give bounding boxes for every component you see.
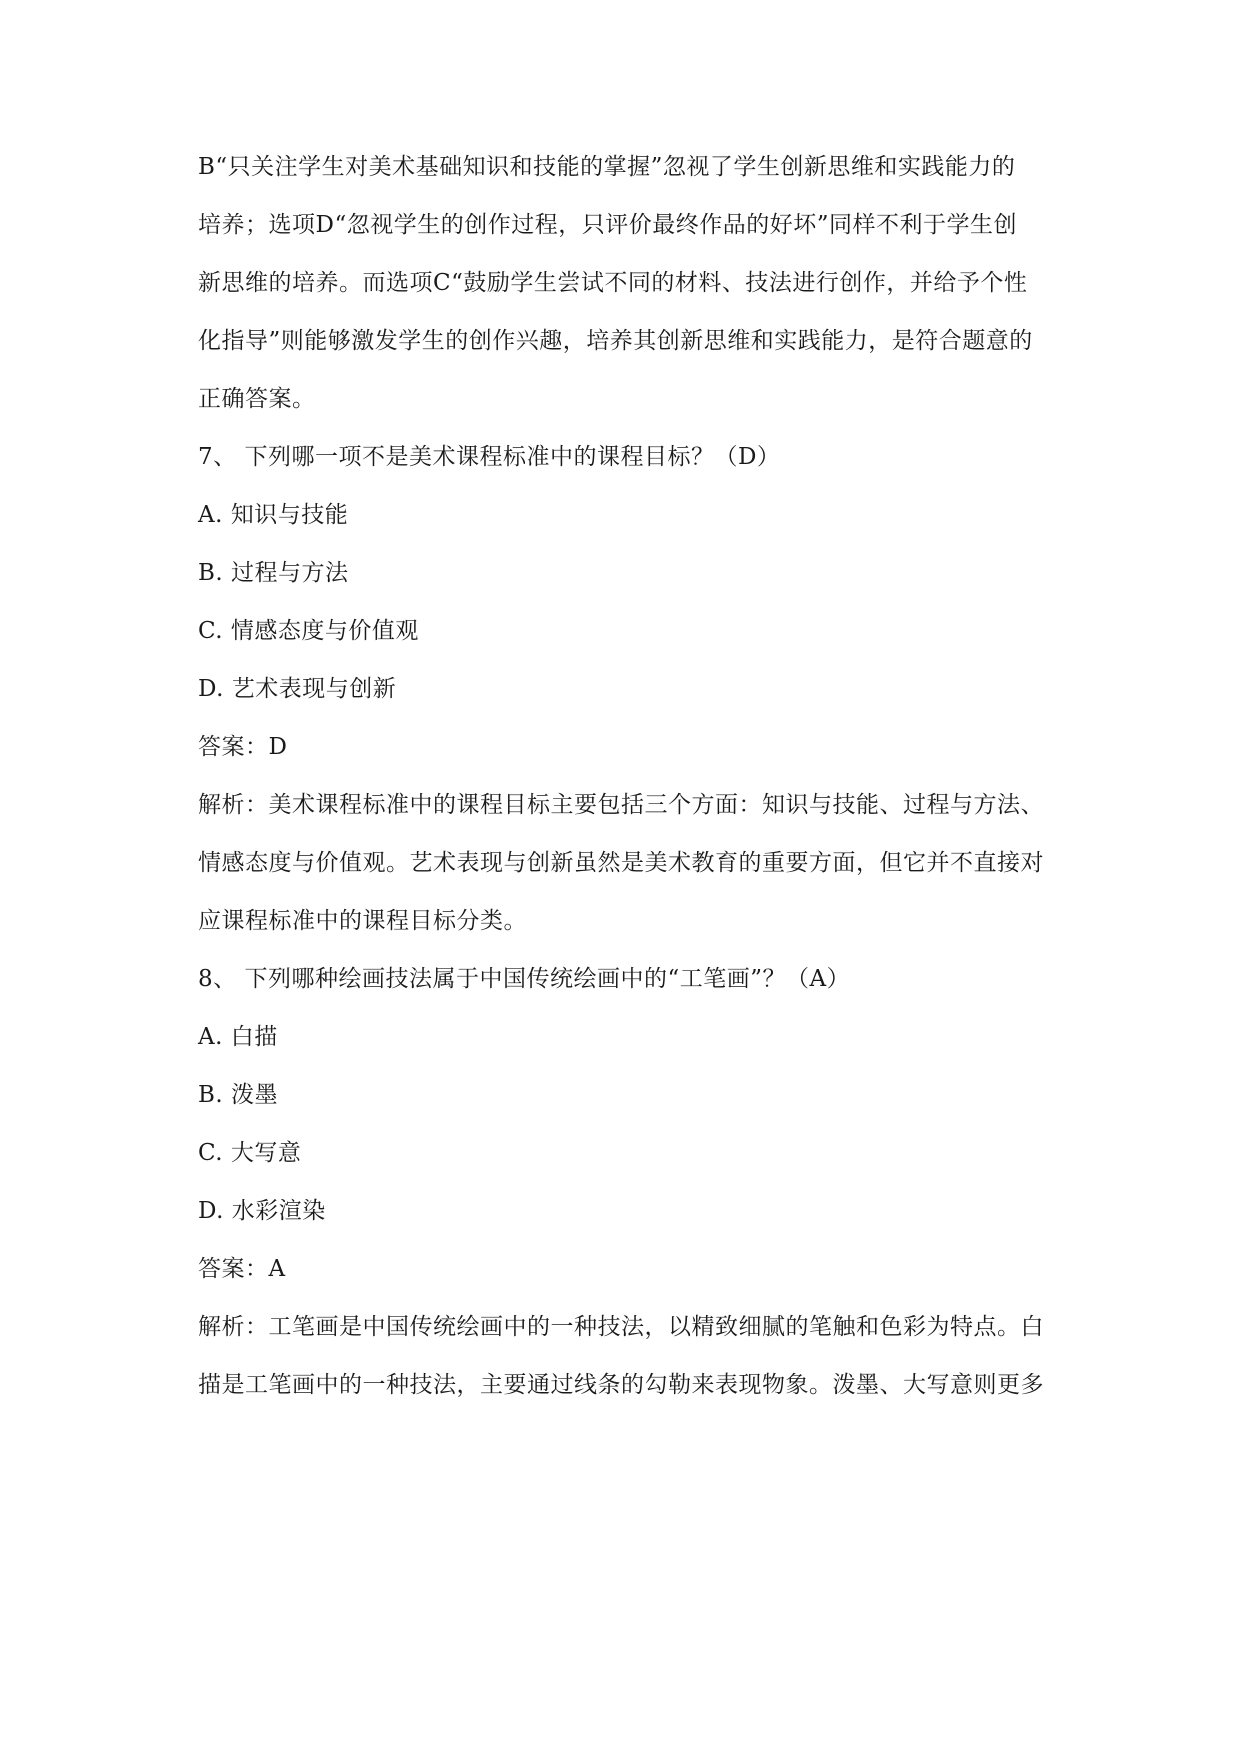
explanation-7-line: 解析：美术课程标准中的课程目标主要包括三个方面：知识与技能、过程与方法、 xyxy=(198,792,1044,818)
explanation-7-line: 情感态度与价值观。艺术表现与创新虽然是美术教育的重要方面，但它并不直接对 xyxy=(198,850,1044,876)
option-a: A. 知识与技能 xyxy=(198,502,349,528)
paragraph-line: 新思维的培养。而选项C“鼓励学生尝试不同的材料、技法进行创作，并给予个性 xyxy=(198,270,1028,296)
option-b: B. 过程与方法 xyxy=(198,560,349,586)
option-d: D. 水彩渲染 xyxy=(198,1198,326,1224)
explanation-8-line: 描是工笔画中的一种技法，主要通过线条的勾勒来表现物象。泼墨、大写意则更多 xyxy=(198,1372,1044,1398)
option-d: D. 艺术表现与创新 xyxy=(198,676,397,702)
explanation-7-line: 应课程标准中的课程目标分类。 xyxy=(198,908,527,934)
answer-8: 答案：A xyxy=(198,1256,286,1282)
option-c: C. 情感态度与价值观 xyxy=(198,618,419,644)
paragraph-line: 化指导”则能够激发学生的创作兴趣，培养其创新思维和实践能力，是符合题意的 xyxy=(198,328,1033,354)
question-7: 7、 下列哪一项不是美术课程标准中的课程目标？（D） xyxy=(198,444,781,470)
explanation-8-line: 解析：工笔画是中国传统绘画中的一种技法，以精致细腻的笔触和色彩为特点。白 xyxy=(198,1314,1044,1340)
question-8: 8、 下列哪种绘画技法属于中国传统绘画中的“工笔画”？（A） xyxy=(198,966,851,992)
option-a: A. 白描 xyxy=(198,1024,278,1050)
paragraph-line: 培养；选项D“忽视学生的创作过程，只评价最终作品的好坏”同样不利于学生创 xyxy=(198,212,1017,238)
option-b: B. 泼墨 xyxy=(198,1082,279,1108)
paragraph-line: 正确答案。 xyxy=(198,386,316,412)
answer-7: 答案：D xyxy=(198,734,288,760)
option-c: C. 大写意 xyxy=(198,1140,302,1166)
paragraph-line: B“只关注学生对美术基础知识和技能的掌握”忽视了学生创新思维和实践能力的 xyxy=(198,154,1016,180)
